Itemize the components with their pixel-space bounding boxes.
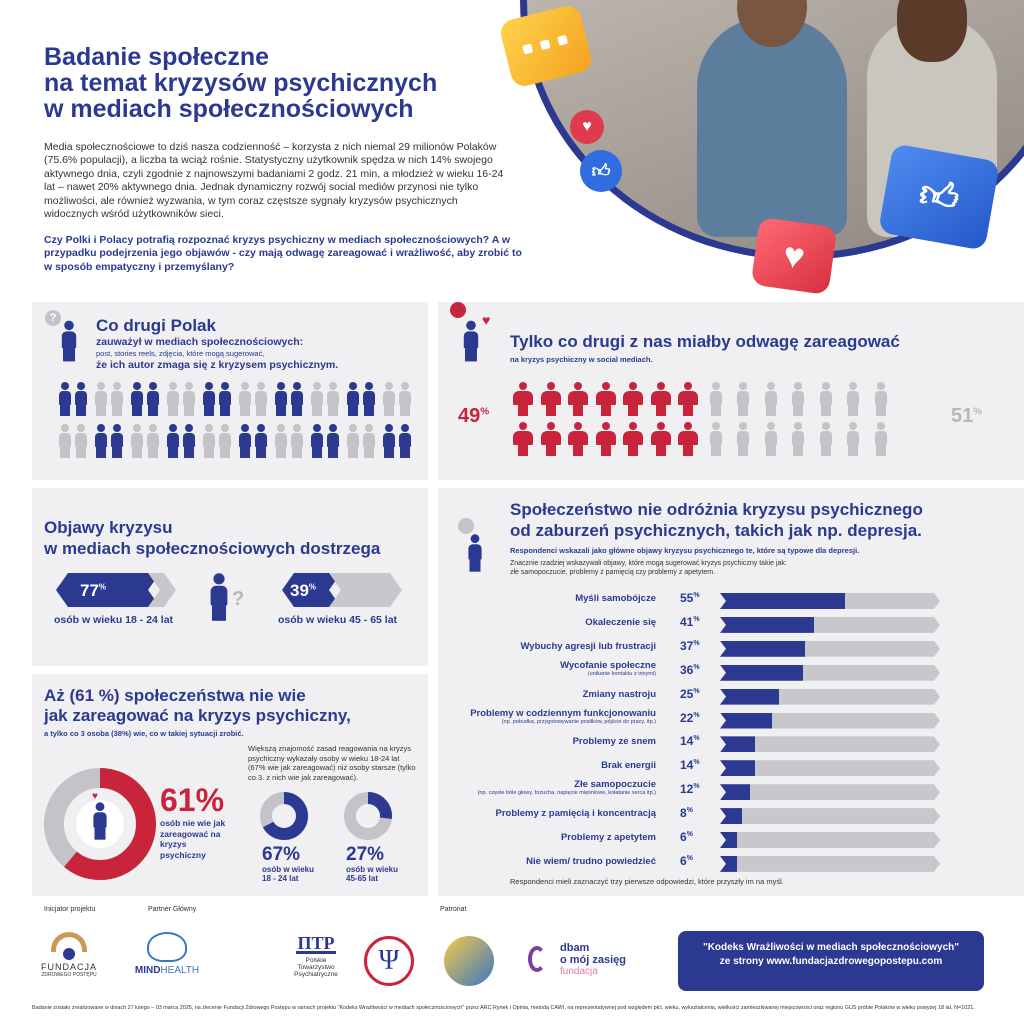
person-icon (463, 321, 480, 362)
person-noticed-icon (346, 382, 360, 416)
person-not-noticed-icon (398, 382, 412, 416)
thumbs-up-icon: 👍︎ (580, 150, 622, 192)
panel3-title-line2: w mediach społecznościowych dostrzega (44, 539, 381, 558)
person-noticed-icon (274, 382, 288, 416)
bar-value-label: 55% (680, 591, 700, 605)
heart-big-icon: ♥ (751, 217, 838, 295)
couple-icon (92, 802, 107, 839)
person-would-not-react-icon (791, 382, 805, 416)
bar-row (448, 639, 988, 657)
heart-icon: ♥ (570, 110, 604, 144)
bar-category-label: Wybuchy agresji lub frustracji (520, 640, 656, 652)
person-would-react-icon (681, 382, 695, 416)
person-noticed-icon (398, 424, 412, 458)
person-not-noticed-icon (74, 424, 88, 458)
panel1-line3: że ich autor zmaga się z kryzysem psychicznym. (96, 359, 339, 371)
bar-category-label: Myśli samobójcze (575, 593, 656, 604)
bar-fill (720, 689, 779, 705)
patron-label: Patronat (440, 906, 467, 913)
person-would-react-icon (654, 382, 668, 416)
donut-young (258, 790, 310, 842)
confused-person-icon (209, 573, 229, 621)
bar-value-label: 6% (680, 853, 693, 868)
person-noticed-icon (218, 382, 232, 416)
page-title: Badanie społeczne na temat kryzysów psychicznych w mediach społecznościowych (44, 43, 438, 123)
person-noticed-icon (290, 382, 304, 416)
person-not-noticed-icon (290, 424, 304, 458)
bar-track (720, 617, 940, 633)
bar-row (448, 854, 988, 872)
ptp-logo-icon: ΠΤΡ (297, 933, 335, 953)
bar-category-label: Problemy z pamięcią i koncentracją (495, 808, 656, 820)
bar-track (720, 808, 940, 824)
chevron-old-label: osób w wieku 45 - 65 lat (278, 614, 398, 626)
bar-fill (720, 617, 814, 633)
panel-courage-to-react (438, 302, 1024, 480)
bar-row (448, 591, 988, 609)
big-percent-label: osób nie wie jak zareagować na kryzys psychiczny (160, 818, 226, 860)
person-noticed-icon (202, 382, 216, 416)
person-not-noticed-icon (58, 424, 72, 458)
person-would-not-react-icon (846, 382, 860, 416)
person-noticed-icon (58, 382, 72, 416)
chevron-young-rest (148, 573, 176, 607)
bar-category-label: Nie wiem/ trudno powiedzieć (526, 855, 656, 867)
person-would-react-icon (571, 422, 585, 456)
bar-category-label: Problemy ze snem (572, 736, 656, 748)
heart-icon: ♥ (482, 312, 491, 328)
person-not-noticed-icon (110, 382, 124, 416)
bar-value-label: 36% (680, 662, 700, 677)
bar-track (720, 832, 940, 848)
panel1-line2: post, stories reels, zdjęcia, które mogą sugerować, (96, 349, 265, 358)
donut-old-percent: 27% (346, 844, 385, 865)
bar-row (448, 615, 988, 633)
logo-ptp: ΠΤΡ Polskie Towarzystwo Psychiatryczne (294, 933, 338, 978)
person-not-noticed-icon (202, 424, 216, 458)
panel5-footer: Respondenci mieli zaznaczyć trzy pierwsze odpowiedzi, które przyszły im na myśl. (510, 877, 784, 886)
panel5-title-line1: Społeczeństwo nie odróżnia kryzysu psychicznego (510, 500, 923, 519)
panel1-line1: zauważył w mediach społecznościowych: (96, 336, 304, 348)
bar-category-label: Okaleczenie się (585, 616, 656, 628)
mindhealth-head-icon (147, 932, 187, 962)
partner-label: Partner Główny (148, 906, 197, 913)
donut-old (342, 790, 394, 842)
person-would-not-react-icon (736, 422, 750, 456)
chevron-old: 39% (282, 573, 402, 607)
bar-track (720, 736, 940, 752)
fundacja-logo-dot-icon (63, 948, 75, 960)
panel-every-second-pole (32, 302, 428, 480)
person-would-not-react-icon (874, 422, 888, 456)
person-not-noticed-icon (130, 424, 144, 458)
sitting-person-icon (467, 534, 482, 571)
person-would-not-react-icon (764, 382, 778, 416)
bar-row (448, 758, 988, 776)
bar-fill (720, 784, 750, 800)
person-noticed-icon (310, 424, 324, 458)
intro-paragraph: Media społecznościowe to dziś nasza codzienność – korzysta z nich niemal 29 milionów Polaków (75.6% populacji), a liczba ta wciąż rośnie. Statystyczny użytkownik spędza w nich 14% swojego aktywnego dnia, czyli zgodnie z najnowszymi badaniami 2 godz. 21 min, a młodzież w wieku 16-24 lat – nawet 20% aktywnego dnia. Jednak dynamiczny rozwój social mediów przynosi nie tylko możliwości, ale również wyzwania, w tym coraz częstsze sygnały kryzysów psychicznych widocznych wśród użytkowników sieci. (44, 141, 504, 221)
bar-category-label: Brak energii (601, 760, 656, 772)
bar-value-label: 14% (680, 758, 700, 773)
panel4-note: Większą znajomość zasad reagowania na kryzys psychiczny wykazały osoby w wieku 18-24 lat (67% wie jak zareagować) niż osoby starsze (tylko co 3. z nich wie jak zareagować). (248, 744, 416, 782)
panel4-title-line2: jak zareagować na kryzys psychiczny, (44, 706, 351, 725)
question-person-icon: ? (45, 310, 61, 326)
bar-track (720, 689, 940, 705)
person-noticed-icon (238, 424, 252, 458)
bar-value-label: 12% (680, 782, 700, 797)
intro-question: Czy Polki i Polacy potrafią rozpoznać kryzys psychiczny w mediach społecznościowych? A w przypadku podejrzenia jego objawów - czy mają odwagę zareagować i wrażliwość, aby zrobić to w sposób empatyczny i przemyślany? (44, 234, 522, 273)
bar-category-label: Zmiany nastroju (582, 688, 656, 700)
chevron-old-rest (329, 573, 402, 607)
person-not-noticed-icon (382, 382, 396, 416)
person-would-react-icon (654, 422, 668, 456)
bar-track (720, 593, 940, 609)
sad-emoji-icon (450, 302, 466, 318)
bar-track (720, 713, 940, 729)
bar-row (448, 687, 988, 705)
bar-category-label: Złe samopoczucie (np. częste bóle głowy, brzucha, napięcie mięśniowe, kołatanie serca itp.) (477, 779, 656, 797)
photo-person-man (697, 17, 847, 237)
bar-row (448, 734, 988, 752)
person-would-react-icon (544, 422, 558, 456)
person-would-react-icon (516, 382, 530, 416)
person-would-react-icon (516, 422, 530, 456)
thumbs-up-big-icon: 👍︎ (878, 143, 1000, 250)
sad-face-icon (458, 518, 474, 534)
bar-fill (720, 736, 755, 752)
person-not-noticed-icon (310, 382, 324, 416)
panel-dont-know-how (32, 674, 428, 896)
donut-young-label: osób w wieku 18 - 24 lat (262, 865, 315, 883)
person-would-react-icon (544, 382, 558, 416)
person-would-not-react-icon (819, 422, 833, 456)
survey-footnote: Badanie zostało zrealizowane w dniach 27 lutego – 03 marca 2025, na zlecenie Fundacji Zdrowego Postępu w ramach projektu "Kodeks Wrażliwości w mediach społecznościowych" przez ARC Rynek i Opinia, metodą CAWI, na reprezentatywnej pod względem płci, wieku, wykształcenia, wielkości zamieszkiwanej miejscowości oraz regionu GUS próbie Polaków w wieku powyżej 18 lat, N=1021. (32, 1005, 975, 1011)
bar-value-label: 37% (680, 638, 700, 653)
person-would-react-icon (599, 382, 613, 416)
bar-row (448, 779, 988, 800)
person-would-not-react-icon (791, 422, 805, 456)
big-percent: 61% (160, 782, 225, 818)
person-noticed-icon (166, 424, 180, 458)
person-noticed-icon (362, 382, 376, 416)
person-not-noticed-icon (254, 382, 268, 416)
person-noticed-icon (382, 424, 396, 458)
person-icon (61, 321, 78, 362)
panel4-subtitle: a tylko co 3 osoba (38%) wie, co w takiej sytuacji zrobić. (44, 729, 244, 738)
bar-category-label: Problemy z apetytem (560, 832, 656, 843)
person-noticed-icon (326, 424, 340, 458)
person-would-not-react-icon (709, 422, 723, 456)
person-would-not-react-icon (736, 382, 750, 416)
bar-fill (720, 665, 803, 681)
person-would-react-icon (626, 382, 640, 416)
panel5-note-line2: złe samopoczucie, problemy z pamięcią czy problemy z apetytem. (510, 569, 716, 576)
person-would-react-icon (626, 422, 640, 456)
person-would-react-icon (571, 382, 585, 416)
person-noticed-icon (146, 382, 160, 416)
person-not-noticed-icon (326, 382, 340, 416)
person-would-not-react-icon (709, 382, 723, 416)
logo-fundacja-zdrowego-postepu: FUNDACJA ZDROWEGO POSTĘPU (34, 932, 104, 978)
donut-young-percent: 67% (262, 844, 301, 865)
panel2-title: Tylko co drugi z nas miałby odwagę zareagować (510, 332, 900, 351)
panel4-title-line1: Aż (61 %) społeczeństwa nie wie (44, 686, 306, 705)
person-noticed-icon (130, 382, 144, 416)
dbam-logo-icon (528, 946, 546, 972)
bar-track (720, 760, 940, 776)
person-would-not-react-icon (819, 382, 833, 416)
bar-track (720, 641, 940, 657)
logo-polish-psychological-society (364, 936, 414, 986)
bar-value-label: 25% (680, 686, 700, 701)
chevron-young-fill (56, 573, 160, 607)
person-would-react-icon (681, 422, 695, 456)
person-not-noticed-icon (94, 382, 108, 416)
person-noticed-icon (74, 382, 88, 416)
person-noticed-icon (254, 424, 268, 458)
person-would-not-react-icon (846, 422, 860, 456)
panel5-subtitle: Respondenci wskazali jako główne objawy kryzysu psychicznego te, które są typowe dla depresji. (510, 546, 860, 555)
chevron-young: 77% (56, 573, 176, 607)
panel5-title-line2: od zaburzeń psychicznych, takich jak np. depresja. (510, 521, 922, 540)
panel1-title: Co drugi Polak (96, 316, 216, 335)
person-noticed-icon (182, 424, 196, 458)
person-would-not-react-icon (874, 382, 888, 416)
person-not-noticed-icon (218, 424, 232, 458)
bar-fill (720, 832, 737, 848)
bar-track (720, 784, 940, 800)
person-would-not-react-icon (764, 422, 778, 456)
person-not-noticed-icon (182, 382, 196, 416)
psi-icon: Ψ (378, 945, 400, 976)
logo-mindhealth: MINDHEALTH (132, 932, 202, 976)
bar-row (448, 659, 988, 681)
person-not-noticed-icon (346, 424, 360, 458)
panel3-title-line1: Objawy kryzysu (44, 518, 173, 537)
person-not-noticed-icon (238, 382, 252, 416)
panel-symptoms-noticed (32, 488, 428, 666)
logo-patron-circle (444, 936, 494, 986)
person-noticed-icon (94, 424, 108, 458)
bar-fill (720, 593, 845, 609)
person-not-noticed-icon (274, 424, 288, 458)
bar-value-label: 14% (680, 734, 700, 749)
bar-value-label: 41% (680, 614, 700, 629)
panel2-subtitle: na kryzys psychiczny w social mediach. (510, 355, 653, 364)
bar-value-label: 8% (680, 806, 693, 821)
chevron-young-label: osób w wieku 18 - 24 lat (54, 614, 174, 626)
not-react-percent: 51% (951, 405, 983, 427)
person-noticed-icon (110, 424, 124, 458)
bar-row (448, 707, 988, 729)
bar-row (448, 830, 988, 848)
bar-category-label: Wycofanie społeczne (unikanie kontaktu z innymi) (560, 659, 656, 677)
question-mark-icon: ? (232, 588, 245, 610)
panel5-note-line1: Znacznie rzadziej wskazywali objawy, które mogą sugerować kryzys psychiczny takie jak: (510, 560, 787, 567)
bar-fill (720, 713, 772, 729)
bar-category-label: Problemy w codziennym funkcjonowaniu (np. pobudka, przygotowywanie posiłków, pójście do pracy, itp.) (470, 707, 656, 725)
bar-fill (720, 760, 755, 776)
react-percent: 49% (458, 405, 490, 427)
initiator-label: Inicjator projektu (44, 906, 96, 913)
person-not-noticed-icon (362, 424, 376, 458)
bar-track (720, 856, 940, 872)
bar-fill (720, 856, 737, 872)
logo-dbam-o-moj-zasieg: dbam o mój zasięg fundacja (528, 942, 628, 977)
donut-old-label: osób w wieku 45-65 lat (346, 865, 399, 883)
kodeks-link-box[interactable]: "Kodeks Wrażliwości w mediach społecznościowych" ze strony www.fundacjazdrowegopostepu.com (678, 931, 984, 991)
bar-fill (720, 808, 742, 824)
couple-heart-icon: ♥ (92, 791, 98, 802)
person-would-react-icon (599, 422, 613, 456)
bar-row (448, 806, 988, 824)
bar-value-label: 22% (680, 710, 700, 725)
bar-track (720, 665, 940, 681)
bar-value-label: 6% (680, 830, 693, 844)
bar-fill (720, 641, 805, 657)
person-not-noticed-icon (146, 424, 160, 458)
person-not-noticed-icon (166, 382, 180, 416)
